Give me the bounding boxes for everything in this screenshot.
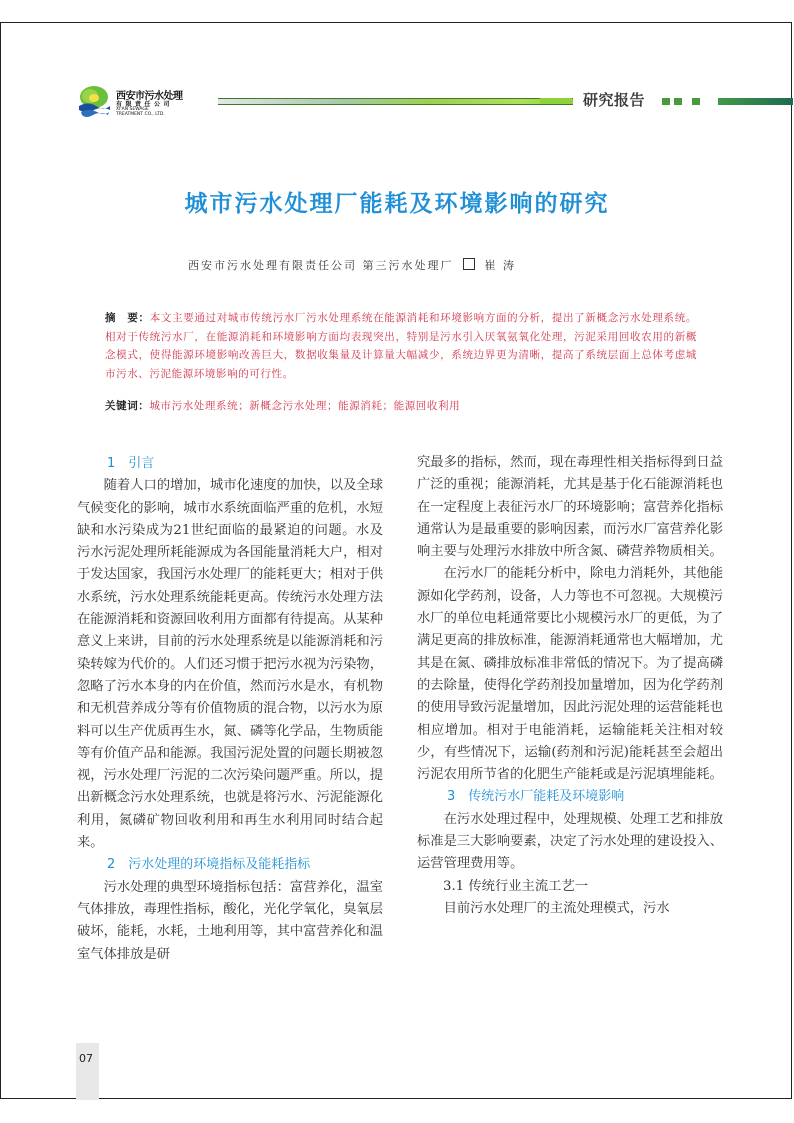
paragraph: 随着人口的增加，城市化速度的加快，以及全球气候变化的影响，城市水系统面临严重的危机，水短缺和水污染成为21世纪面临的最紧迫的问题。水及污水污泥处理所耗能源成为各国能量消耗大户，相对于发达国家，我国污水处理厂的能耗更大；相对于供水系统，污水处理系统能耗更高。传统污水处理方法在能源消耗和资源回收利用方面都有待提高。从某种意义上来讲，目前的污水处理系统是以能源消耗和污染转嫁为代价的。人们还习惯于把污水视为污染物，忽略了污水本身的内在价值，然而污水是水，有机物和无机营养成分等有价值物质的混合物，以污水为原料可以生产优质再生水，氮、磷等化学品，生物质能等有价值产品和能源。我国污泥处置的问题长期被忽视，污水处理厂污泥的二次污染问题严重。所以，提出新概念污水处理系统，也就是将污水、污泥能源化利用，氮磷矿物回收利用和再生水利用同时结合起来。 <box>77 478 383 851</box>
logo-en-line1: XI'AN SEWAGE <box>116 107 149 112</box>
right-column <box>417 452 723 920</box>
header-square-decoration <box>662 98 670 105</box>
paragraph: 目前污水处理厂的主流处理模式，污水 <box>443 900 670 916</box>
subsection-heading-3-1: 3.1 传统行业主流工艺一 <box>443 878 589 894</box>
paragraph: 在污水厂的能耗分析中，除电力消耗外，其他能源如化学药剂，设备，人力等也不可忽视。大规模污水厂的单位电耗通常要比小规模污水厂的更低，为了满足更高的排放标准，能源消耗通常也大幅增加，尤其是在氮、磷排放标准非常低的情况下。为了提高磷的去除量，使得化学药剂投加量增加，因为化学药剂的使用导致污泥量增加，因此污泥处理的运营能耗也相应增加。相对于电能消耗，运输能耗关注相对较少，有些情况下，运输(药剂和污泥)能耗甚至会超出污泥农用所节省的化肥生产能耗或是污泥填埋能耗。 <box>417 566 723 783</box>
tree-water-logo-icon <box>76 84 112 120</box>
article-title: 城市污水处理厂能耗及环境影响的研究 <box>184 191 610 217</box>
author-affiliation: 西安市污水处理有限责任公司 第三污水处理厂 <box>188 259 454 272</box>
header-square-decoration <box>674 98 682 105</box>
header-bar-right <box>718 98 793 105</box>
company-logo <box>76 84 196 124</box>
header-bar-accent <box>540 98 572 104</box>
header-gradient-bar <box>218 98 573 105</box>
section-heading-3: 3 传统污水厂能耗及环境影响 <box>447 789 625 805</box>
logo-en-line2: TREATMENT CO., LTD. <box>116 112 165 117</box>
keywords-text: 城市污水处理系统；新概念污水处理；能源消耗；能源回收利用 <box>149 400 461 412</box>
logo-name-en <box>116 107 165 117</box>
abstract-label: 摘 要： <box>105 312 150 324</box>
keywords <box>105 398 460 413</box>
logo-name-cn-sub: 有限责任公司 <box>116 101 174 108</box>
keywords-label: 关键词： <box>105 400 150 412</box>
header-square-decoration <box>692 98 700 105</box>
author-name: 崔 涛 <box>484 259 516 272</box>
section-heading-1: 1 引言 <box>107 456 155 471</box>
page-number: 07 <box>79 1052 93 1065</box>
section-heading-2: 2 污水处理的环境指标及能耗指标 <box>107 857 311 873</box>
paragraph: 污水处理的典型环境指标包括：富营养化，温室气体排放，毒理性指标，酸化，光化学氧化，臭氧层破坏，能耗，水耗，土地利用等，其中富营养化和温室气体排放是研 <box>77 879 383 962</box>
logo-name-cn: 西安市污水处理 <box>116 91 183 102</box>
byline <box>188 257 516 273</box>
paragraph: 在污水处理过程中，处理规模、处理工艺和排放标准是三大影响要素，决定了污水处理的建设投入、运营管理费用等。 <box>417 811 723 872</box>
abstract <box>105 309 697 383</box>
left-column <box>77 453 383 966</box>
section-tag: 研究报告 <box>583 91 646 109</box>
abstract-text: 本文主要通过对城市传统污水厂污水处理系统在能源消耗和环境影响方面的分析，提出了新概念污水处理系统。相对于传统污水厂，在能源消耗和环境影响方面均表现突出，特别是污水引入厌氧氨氧化处理，污泥采用回收农用的新概念模式，使得能源环境影响改善巨大，数据收集量及计算量大幅减少，系统边界更为清晰，提高了系统层面上总体考虑城市污水、污泥能源环境影响的可行性。 <box>105 312 697 380</box>
paragraph: 究最多的指标，然而，现在毒理性相关指标得到日益广泛的重视；能源消耗，尤其是基于化石能源消耗也在一定程度上表征污水厂的环境影响；富营养化指标通常认为是最重要的影响因素，而污水厂富营养化影响主要与处理污水排放中所含氮、磷营养物质相关。 <box>417 455 723 560</box>
square-separator-icon <box>463 258 475 270</box>
